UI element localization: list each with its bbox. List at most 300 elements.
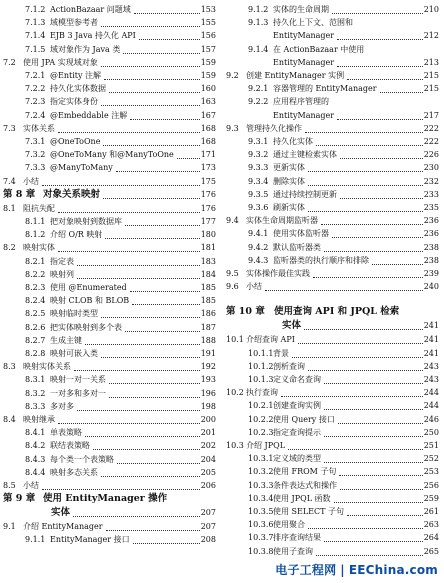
toc-entry-number: 9.3.4 xyxy=(248,176,269,186)
toc-entry-page: 239 xyxy=(423,269,439,278)
toc-leader-dots xyxy=(103,197,200,199)
toc-leader-dots xyxy=(337,38,423,40)
toc-entry-title: 域模型参考者 xyxy=(50,18,98,28)
toc-entry-title: EntityManager xyxy=(273,57,335,67)
toc-entry-number: 10.3.3 xyxy=(248,480,274,490)
toc-leader-dots xyxy=(340,197,423,199)
toc-entry xyxy=(3,335,218,347)
toc-entry-number: 9.6 xyxy=(226,282,239,292)
toc-leader-dots xyxy=(305,131,423,133)
toc-entry xyxy=(3,17,218,29)
toc-entry-page: 264 xyxy=(423,533,439,543)
toc-entry-page: 207 xyxy=(200,522,216,532)
toc-entry-title: @OneToOne xyxy=(50,137,101,146)
toc-entry-number: 10.3.5 xyxy=(248,507,274,516)
toc-entry-title: 通过持续控制更新 xyxy=(273,189,337,199)
toc-entry-title: 持久化上下文、范围和 xyxy=(273,18,353,28)
toc-entry-number: 7.2.4 xyxy=(25,110,46,120)
toc-entry-page: 208 xyxy=(200,535,216,545)
toc-entry-title: 刷新实体 xyxy=(273,203,305,212)
toc-entry xyxy=(3,388,218,400)
toc-entry xyxy=(3,374,218,386)
toc-leader-dots xyxy=(324,540,423,542)
toc-entry-page: 160 xyxy=(200,84,216,94)
toc-entry xyxy=(226,228,441,240)
toc-entry-number: 9.3 xyxy=(226,123,239,133)
toc-leader-dots xyxy=(125,330,200,332)
toc-entry-number: 10.1.2 xyxy=(248,361,274,371)
toc-entry xyxy=(3,30,218,42)
toc-entry-title: 介绍 JPQL xyxy=(246,441,286,450)
toc-entry-number: 9.2.2 xyxy=(248,97,269,107)
toc-leader-dots xyxy=(334,501,423,503)
toc-entry xyxy=(3,414,218,426)
toc-entry-number: 7.2.3 xyxy=(25,97,46,107)
toc-entry-title: 小结 xyxy=(246,282,262,292)
toc-leader-dots xyxy=(324,435,423,437)
toc-entry-title: 把对象映射到数据库 xyxy=(50,217,122,226)
toc-leader-dots xyxy=(337,65,423,67)
toc-entry-page: 196 xyxy=(200,388,216,398)
toc-leader-dots xyxy=(42,184,200,186)
toc-entry-page: 244 xyxy=(423,388,439,398)
toc-entry xyxy=(226,387,441,399)
toc-entry-page: 243 xyxy=(423,375,439,384)
toc-leader-dots xyxy=(130,290,200,292)
toc-entry-page: 191 xyxy=(200,349,216,358)
toc-entry-number: 8.5 xyxy=(3,481,16,490)
toc-entry xyxy=(226,255,441,267)
toc-entry-page: 235 xyxy=(423,203,439,212)
toc-entry-page: 168 xyxy=(200,123,216,133)
toc-entry-number: 8.3.3 xyxy=(25,401,46,411)
toc-entry-number: 8.2.7 xyxy=(25,335,46,345)
toc-entry xyxy=(3,493,218,507)
toc-leader-dots xyxy=(106,529,200,531)
toc-entry-title: 映射可嵌入类 xyxy=(50,349,98,358)
toc-entry xyxy=(3,4,218,16)
toc-entry-page: 159 xyxy=(200,57,216,67)
toc-entry-page: 222 xyxy=(423,137,439,146)
toc-leader-dots xyxy=(380,91,423,93)
toc-entry-title: 映射列 xyxy=(50,269,74,279)
toc-entry xyxy=(226,400,441,412)
toc-entry-title: 映射实体 xyxy=(23,243,55,253)
toc-leader-dots xyxy=(324,461,423,463)
toc-entry-title: 介绍查询 API xyxy=(246,335,295,345)
toc-entry-page: 241 xyxy=(423,348,439,358)
toc-leader-dots xyxy=(58,211,200,213)
toc-entry-title: 实体 xyxy=(282,320,302,332)
toc-entry-number: 9.3.6 xyxy=(248,203,269,212)
toc-entry xyxy=(3,295,218,307)
toc-entry-page: 185 xyxy=(200,296,216,306)
toc-entry-page: 241 xyxy=(423,335,439,345)
toc-entry-title: 把实体映射到多个表 xyxy=(50,322,122,332)
toc-entry xyxy=(226,506,441,518)
toc-entry-number: 第 8 章 xyxy=(3,188,36,200)
toc-entry-title: 映射继承 xyxy=(23,415,55,424)
toc-leader-dots xyxy=(139,38,200,40)
toc-entry-page: 167 xyxy=(200,110,216,120)
toc-entry-number: 7.2 xyxy=(3,57,16,67)
toc-entry-title: 指定表 xyxy=(50,256,74,266)
toc-entry xyxy=(3,401,218,413)
toc-leader-dots xyxy=(109,91,200,93)
toc-entry xyxy=(226,202,441,214)
toc-entry xyxy=(226,320,441,334)
toc-entry-page: 213 xyxy=(423,57,439,67)
toc-entry-title: 定义命名查询 xyxy=(273,375,321,384)
toc-entry-title: 条件表达式和操作 xyxy=(273,480,337,490)
toc-entry-number: 9.2.1 xyxy=(248,84,269,94)
toc-entry-title: 剖析查询 xyxy=(273,361,305,371)
toc-entry-number: 7.2.1 xyxy=(25,71,46,80)
toc-entry-page: 155 xyxy=(200,18,216,28)
toc-entry-number: 7.1.5 xyxy=(25,44,46,54)
toc-leader-dots xyxy=(347,514,423,516)
toc-entry-title: 管理持久化操作 xyxy=(246,123,302,133)
toc-leader-dots xyxy=(292,356,423,358)
toc-entry-title: 小结 xyxy=(23,176,39,186)
toc-entry-page: 236 xyxy=(423,216,439,226)
toc-entry-title: 使用 @Enumerated xyxy=(50,283,127,292)
toc-entry xyxy=(3,361,218,373)
toc-entry-title: 使用子查询 xyxy=(273,546,313,556)
toc-entry-page: 180 xyxy=(200,230,216,240)
toc-entry xyxy=(226,70,441,82)
toc-entry-title: 阻抗失配 xyxy=(23,203,55,213)
toc-leader-dots xyxy=(298,342,423,344)
toc-entry xyxy=(226,440,441,452)
toc-entry-title: 默认监听器类 xyxy=(273,242,321,252)
toc-entry-number: 8.4.3 xyxy=(25,454,46,464)
toc-entry-page: 261 xyxy=(423,507,439,516)
toc-entry-page: 187 xyxy=(200,322,216,332)
toc-entry-page: 163 xyxy=(200,97,216,107)
toc-entry xyxy=(226,136,441,148)
toc-entry-title: 创建查询实例 xyxy=(273,401,321,411)
toc-entry-page: 241 xyxy=(423,321,439,331)
toc-entry-title: 排序查询结果 xyxy=(273,533,321,543)
toc-entry xyxy=(226,453,441,465)
toc-leader-dots xyxy=(133,542,200,544)
toc-entry-number: 9.4.2 xyxy=(248,242,269,252)
toc-leader-dots xyxy=(308,527,423,529)
toc-entry xyxy=(3,44,218,56)
toc-entry xyxy=(3,216,218,228)
toc-entry-title: 持久化实体数据 xyxy=(50,84,106,94)
toc-entry xyxy=(3,176,218,188)
toc-entry xyxy=(3,203,218,215)
toc-entry xyxy=(3,136,218,148)
toc-leader-dots xyxy=(116,170,200,172)
toc-entry-page: 206 xyxy=(200,481,216,490)
toc-entry-number: 10.3.6 xyxy=(248,520,274,530)
toc-entry-title: @Embeddable 注解 xyxy=(50,110,128,120)
toc-entry-title: 执行查询 xyxy=(246,388,278,398)
toc-leader-dots xyxy=(265,289,423,291)
toc-leader-dots xyxy=(105,237,200,239)
toc-entry-number: 9.4.3 xyxy=(248,255,269,265)
toc-entry-number: 8.2.4 xyxy=(25,296,46,306)
toc-entry-title: 使用 EntityManager 操作 xyxy=(43,493,168,505)
toc-entry xyxy=(3,269,218,281)
toc-entry xyxy=(226,44,441,56)
toc-entry-title: 域对象作为 Java 类 xyxy=(50,44,121,54)
toc-leader-dots xyxy=(316,554,423,556)
toc-entry xyxy=(226,493,441,505)
toc-entry-number: 10.1.3 xyxy=(248,375,274,384)
toc-entry-title: 生成主键 xyxy=(50,335,82,345)
toc-leader-dots xyxy=(324,382,423,384)
toc-entry-page: 250 xyxy=(423,427,439,437)
toc-entry-title: EntityManager xyxy=(273,110,335,120)
toc-entry xyxy=(3,348,218,360)
toc-entry-number: 9.3.3 xyxy=(248,163,269,173)
toc-entry-page: 252 xyxy=(423,454,439,464)
toc-entry-number: 8.3.2 xyxy=(25,388,46,398)
toc-entry xyxy=(3,308,218,320)
toc-entry-title: ActionBazaar 问题域 xyxy=(50,5,131,14)
toc-entry-number: 10.2.2 xyxy=(248,414,274,424)
toc-entry-number: 8.2.8 xyxy=(25,349,46,358)
toc-leader-dots xyxy=(123,52,200,54)
toc-leader-dots xyxy=(340,157,423,159)
toc-entry-page: 222 xyxy=(423,123,439,133)
toc-entry xyxy=(226,427,441,439)
toc-entry-page: 200 xyxy=(200,415,216,424)
toc-leader-dots xyxy=(332,236,423,238)
toc-leader-dots xyxy=(324,408,423,410)
toc-entry-number: 9.3.2 xyxy=(248,150,269,160)
toc-entry-number: 10.1 xyxy=(226,335,244,345)
toc-entry-page: 181 xyxy=(200,243,216,253)
toc-entry-title: 映射临时类型 xyxy=(50,309,98,319)
toc-entry-title: 介绍 O/R 映射 xyxy=(50,230,103,240)
toc-entry-number: 10.3.4 xyxy=(248,493,274,503)
toc-entry-title: 联结表策略 xyxy=(50,441,90,451)
toc-entry xyxy=(226,281,441,293)
toc-entry-title: 更新实体 xyxy=(273,163,305,173)
toc-entry-page: 238 xyxy=(423,255,439,265)
toc-entry-number: 10.3.8 xyxy=(248,546,274,556)
toc-entry-title: 应用程序管理的 xyxy=(273,97,329,107)
toc-entry-page: 183 xyxy=(200,256,216,266)
toc-entry-number: 10.2 xyxy=(226,388,244,398)
toc-leader-dots xyxy=(304,328,423,330)
toc-leader-dots xyxy=(58,250,200,252)
toc-leader-dots xyxy=(73,515,200,517)
toc-leader-dots xyxy=(321,223,423,225)
toc-entry-title: 每个类一个表策略 xyxy=(50,454,114,464)
toc-entry xyxy=(226,532,441,544)
toc-entry-number: 9.1 xyxy=(3,522,16,532)
toc-entry-page: 210 xyxy=(423,5,439,14)
toc-entry-number: 第 9 章 xyxy=(3,493,36,505)
toc-entry-page: 246 xyxy=(423,414,439,424)
toc-entry xyxy=(226,17,441,29)
toc-entry xyxy=(3,467,218,479)
toc-entry xyxy=(3,162,218,174)
toc-entry xyxy=(3,440,218,452)
toc-leader-dots xyxy=(85,343,200,345)
toc-leader-dots xyxy=(372,263,423,265)
toc-entry-page: 253 xyxy=(423,467,439,477)
toc-entry-title: 映射多态关系 xyxy=(50,467,98,477)
toc-leader-dots xyxy=(332,12,423,14)
toc-entry-title: 实体的生命周期 xyxy=(273,5,329,14)
toc-leader-dots xyxy=(101,316,200,318)
toc-entry-number: 8.2.6 xyxy=(25,322,46,332)
toc-leader-dots xyxy=(337,118,423,120)
toc-leader-dots xyxy=(101,356,200,358)
toc-entry-number: 7.1.2 xyxy=(25,5,46,14)
toc-entry xyxy=(226,96,441,108)
toc-entry-title: 使用聚合 xyxy=(273,520,305,530)
toc-entry-title: 使用 JPA 实现域对象 xyxy=(23,57,98,67)
toc-entry-page: 185 xyxy=(200,283,216,292)
toc-entry-number: 9.1.3 xyxy=(248,18,269,28)
toc-entry xyxy=(226,83,441,95)
toc-entry-title: 使用查询 API 和 JPQL 检索 xyxy=(274,306,400,318)
toc-entry xyxy=(226,4,441,16)
toc-entry-page: 243 xyxy=(423,361,439,371)
toc-entry xyxy=(3,96,218,108)
toc-leader-dots xyxy=(77,264,200,266)
toc-entry-number: 8.2 xyxy=(3,243,16,253)
toc-entry-page: 251 xyxy=(423,441,439,450)
toc-entry-number: 8.4 xyxy=(3,415,16,424)
toc-entry xyxy=(226,306,441,320)
toc-entry-number: 9.1.1 xyxy=(25,535,46,545)
toc-entry-title: 映射 CLOB 和 BLOB xyxy=(50,296,130,306)
toc-entry-page: 215 xyxy=(423,84,439,94)
toc-entry-title: EJB 3 Java 持久化 API xyxy=(50,31,136,41)
toc-entry-title: 小结 xyxy=(23,481,39,490)
toc-entry xyxy=(226,374,441,386)
toc-entry-title: 单表策略 xyxy=(50,428,82,438)
toc-entry xyxy=(3,83,218,95)
toc-entry-number: 8.3 xyxy=(3,362,16,372)
toc-entry xyxy=(226,149,441,161)
toc-entry-number: 9.2 xyxy=(226,71,239,80)
toc-entry-number: 7.4 xyxy=(3,176,16,186)
toc-entry-title: 指定实体身份 xyxy=(50,97,98,107)
toc-entry-page: 153 xyxy=(200,5,216,14)
toc-entry-title: @Entity 注解 xyxy=(50,71,102,80)
toc-entry-page: 176 xyxy=(200,203,216,213)
toc-entry-title: EntityManager 接口 xyxy=(50,535,130,545)
toc-entry-number: 8.1.2 xyxy=(25,230,46,240)
toc-leader-dots xyxy=(308,369,423,371)
toc-entry-page: 171 xyxy=(200,150,216,160)
toc-entry xyxy=(3,110,218,122)
toc-entry xyxy=(226,162,441,174)
toc-entry-number: 第 10 章 xyxy=(226,306,265,318)
toc-leader-dots xyxy=(308,184,423,186)
toc-entry-number: 10.3 xyxy=(226,441,244,450)
toc-entry-number: 8.2.2 xyxy=(25,269,46,279)
toc-entry xyxy=(3,70,218,82)
toc-entry xyxy=(3,123,218,135)
toc-entry-number: 7.3.2 xyxy=(25,150,46,160)
toc-leader-dots xyxy=(313,276,423,278)
toc-leader-dots xyxy=(103,144,200,146)
toc-entry-title: 创建 EntityManager 实例 xyxy=(246,71,345,80)
toc-leader-dots xyxy=(125,224,200,226)
toc-entry-number: 10.3.1 xyxy=(248,454,274,464)
toc-entry-page: 217 xyxy=(423,110,439,120)
toc-entry-number: 8.2.1 xyxy=(25,256,46,266)
toc-entry-number: 8.2.3 xyxy=(25,283,46,292)
toc-entry-title: 通过主键检索实体 xyxy=(273,150,337,160)
toc-leader-dots xyxy=(109,396,200,398)
toc-entry xyxy=(226,546,441,558)
toc-entry-number: 9.3.5 xyxy=(248,189,269,199)
toc-leader-dots xyxy=(58,422,200,424)
toc-entry-page: 265 xyxy=(423,546,439,556)
toc-entry-title: 背景 xyxy=(273,348,289,358)
toc-entry-page: 236 xyxy=(423,229,439,239)
watermark-english: EEChina.com xyxy=(348,563,438,577)
toc-entry-page: 177 xyxy=(200,217,216,226)
toc-entry-title: 使用 SELECT 子句 xyxy=(273,507,345,516)
toc-entry-number: 8.4.1 xyxy=(25,428,46,438)
toc-entry-page: 207 xyxy=(200,508,216,518)
toc-entry-title: 监听器类的执行顺序和排除 xyxy=(273,255,369,265)
toc-entry-number: 7.2.2 xyxy=(25,84,46,94)
toc-entry-number: 10.3.7 xyxy=(248,533,274,543)
toc-entry-number: 8.3.1 xyxy=(25,375,46,385)
toc-entry-page: 156 xyxy=(200,31,216,41)
toc-entry-title: 实体 xyxy=(51,507,71,519)
toc-entry-page: 233 xyxy=(423,189,439,199)
toc-entry-page: 176 xyxy=(200,189,216,199)
toc-entry xyxy=(3,534,218,546)
toc-leader-dots xyxy=(340,488,423,490)
toc-entry-title: 使用 Query 接口 xyxy=(273,414,335,424)
toc-entry xyxy=(3,256,218,268)
toc-entry-page: 240 xyxy=(423,282,439,292)
toc-entry-title: 指定查询提示 xyxy=(273,427,321,437)
toc-entry-page: 215 xyxy=(423,71,439,80)
toc-entry xyxy=(3,322,218,334)
toc-leader-dots xyxy=(58,131,200,133)
toc-entry-number: 8.1 xyxy=(3,203,16,213)
toc-entry-page: 212 xyxy=(423,31,439,41)
toc-leader-dots xyxy=(42,488,200,490)
toc-entry xyxy=(226,189,441,201)
toc-leader-dots xyxy=(347,78,423,80)
toc-leader-dots xyxy=(316,144,423,146)
toc-entry xyxy=(3,189,218,203)
toc-entry-page: 159 xyxy=(200,71,216,80)
toc-entry xyxy=(226,334,441,346)
toc-entry-title: @OneToMany 和@ManyToOne xyxy=(50,150,174,160)
toc-entry xyxy=(226,480,441,492)
toc-entry xyxy=(3,454,218,466)
toc-entry-title: 持久化实体 xyxy=(273,137,313,146)
toc-entry-title: 一对多和多对一 xyxy=(50,388,106,398)
toc-entry xyxy=(3,427,218,439)
toc-entry xyxy=(226,123,441,135)
toc-entry-page: 226 xyxy=(423,150,439,160)
watermark: 电子工程网 | EEChina.com xyxy=(275,563,438,577)
toc-entry-page: 204 xyxy=(200,454,216,464)
toc-leader-dots xyxy=(85,435,200,437)
toc-leader-dots xyxy=(308,170,423,172)
